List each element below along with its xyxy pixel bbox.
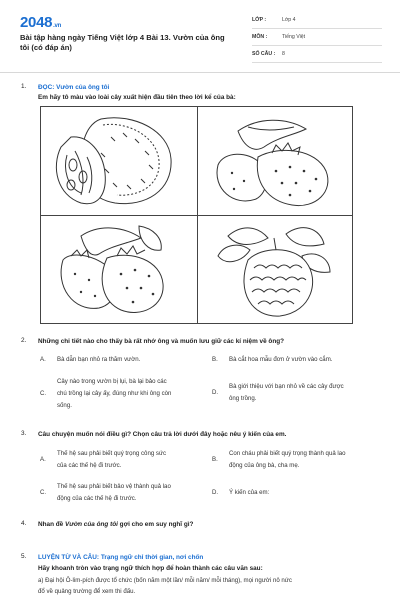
custard-apple-icon[interactable]: [198, 216, 353, 323]
option-letter: B.: [212, 456, 218, 463]
option-text: Thế hệ sau phải biết quý trọng công sức: [57, 450, 167, 457]
question-text: [38, 520, 193, 529]
option-text: Cây nào trong vườn bị lụi, bà lại bảo các: [57, 378, 167, 385]
option-text: Ý kiến của em:: [229, 489, 270, 496]
option-text: của các thế hệ đi trước.: [57, 462, 122, 469]
strawberry-icon[interactable]: [198, 107, 353, 214]
question-text-prefix: Nhan đề: [38, 521, 65, 528]
option-text: Con cháu phải biết quý trọng thành quả lao: [229, 450, 346, 457]
exercise-line: a) Đại hội Ô-lim-pích được tổ chức (bốn năm một lần/ mỗi năm/ mỗi tháng), mọi người nô nức: [38, 577, 292, 584]
option-letter: B.: [212, 356, 218, 363]
question-number: 1.: [21, 83, 27, 90]
meta-label: MÔN :: [252, 34, 268, 40]
meta-label: SỐ CÂU :: [252, 51, 276, 57]
option-d[interactable]: [212, 488, 384, 498]
meta-row-subject: [252, 29, 382, 46]
meta-row-count: [252, 46, 382, 63]
question-number: 2.: [21, 337, 27, 344]
question-text: Những chi tiết nào cho thấy bà rất nhớ ông và muốn lưu giữ các kí niệm về ông?: [38, 338, 285, 345]
option-d[interactable]: [212, 382, 384, 406]
option-letter: C.: [40, 390, 47, 397]
option-text: Bà giới thiệu với bạn nhỏ về các cây được: [229, 383, 344, 390]
exercise-line: đổ về quảng trường để xem thi đấu.: [38, 588, 136, 595]
section-heading: LUYỆN TỪ VÀ CÂU: Trạng ngữ chỉ thời gian, nơi chốn: [38, 554, 204, 561]
meta-value: Tiếng Việt: [282, 34, 306, 40]
logo-text: 2048: [20, 14, 53, 31]
option-text: Thế hệ sau phải biết bảo vệ thành quả lao: [57, 483, 171, 490]
page-title: Bài tập hàng ngày Tiếng Việt lớp 4 Bài 13. Vườn của ông tôi (có đáp án): [20, 33, 225, 52]
site-logo[interactable]: [20, 14, 61, 31]
option-text: Bà cắt hoa mẫu đơn ở vườn vào cắm.: [229, 356, 333, 363]
meta-value: 8: [282, 51, 285, 57]
option-c[interactable]: [40, 377, 212, 413]
option-text: sống.: [57, 402, 72, 409]
option-b[interactable]: [212, 355, 382, 365]
story-title: Vườn của ông tôi: [65, 521, 118, 528]
question-text: Câu chuyện muốn nói điều gì? Chọn câu trả lời dưới đây hoặc nêu ý kiến của em.: [38, 431, 287, 438]
option-b[interactable]: [212, 449, 384, 473]
option-text: ông trồng.: [229, 395, 257, 402]
option-letter: D.: [212, 489, 219, 496]
option-text: Bà dẫn bạn nhỏ ra thăm vườn.: [57, 356, 141, 363]
option-a[interactable]: [40, 449, 212, 473]
header-divider: [0, 72, 400, 73]
option-letter: C.: [40, 489, 47, 496]
option-a[interactable]: [40, 355, 210, 365]
option-letter: D.: [212, 389, 219, 396]
image-grid: [40, 106, 353, 324]
meta-table: [252, 12, 382, 63]
option-text: động của ông bà, cha mẹ.: [229, 462, 300, 469]
option-text: chú trồng lại cây ấy, đúng như khi ông còn: [57, 390, 172, 397]
option-text: động của các thế hệ đi trước.: [57, 495, 137, 502]
option-letter: A.: [40, 356, 46, 363]
strawberry-icon[interactable]: [41, 216, 196, 323]
page-header: [0, 0, 400, 72]
meta-label: LỚP :: [252, 17, 267, 23]
logo-suffix: .vn: [53, 23, 61, 29]
meta-row-class: [252, 12, 382, 29]
section-heading: ĐỌC: Vườn của ông tôi: [38, 84, 110, 91]
question-number: 3.: [21, 430, 27, 437]
option-c[interactable]: [40, 482, 212, 506]
option-letter: A.: [40, 456, 46, 463]
question-text-suffix: gợi cho em suy nghĩ gì?: [117, 521, 194, 528]
question-instruction: Hãy khoanh tròn vào trạng ngữ thích hợp để hoàn thành các câu văn sau:: [38, 565, 263, 572]
meta-value: Lớp 4: [282, 17, 296, 23]
question-instruction: Em hãy tô màu vào loài cây xuất hiện đầu tiên theo lời kể của bà:: [38, 94, 236, 101]
question-number: 4.: [21, 520, 27, 527]
question-number: 5.: [21, 553, 27, 560]
jackfruit-icon[interactable]: [41, 107, 196, 214]
